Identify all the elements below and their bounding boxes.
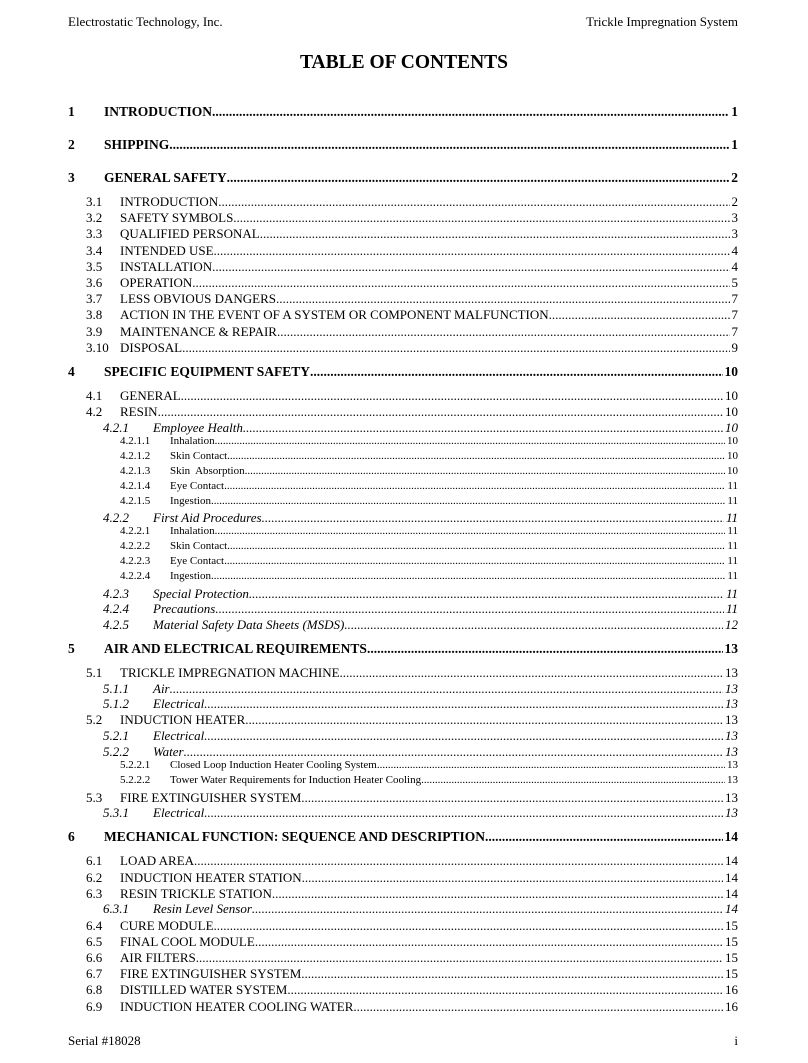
dot-leader (245, 712, 723, 728)
toc-entry-title: INTENDED USE (120, 242, 214, 258)
toc-entry-number: 4.2.2.4 (120, 570, 151, 583)
toc-entry-number: 6.9 (86, 998, 103, 1014)
toc-entry-number: 6 (68, 829, 75, 845)
toc-entry-title: FIRE EXTINGUISHER SYSTEM (120, 966, 302, 982)
dot-leader (367, 641, 723, 657)
toc-entry-title: TRICKLE IMPREGNATION MACHINE (120, 665, 340, 680)
toc-entry-title: Closed Loop Induction Heater Cooling System (170, 758, 377, 771)
dot-leader (344, 617, 723, 633)
toc-entry-title: Resin Level Sensor (153, 901, 252, 917)
toc-entry-number: 5.1 (86, 665, 103, 680)
dot-leader (224, 480, 725, 492)
toc-entry-number: 5.3.1 (103, 805, 129, 821)
dot-leader (169, 137, 729, 153)
header-system-name: Trickle Impregnation System (586, 14, 738, 29)
toc-entry-page: 11 (727, 570, 738, 583)
dot-leader (215, 601, 724, 617)
toc-entry-number: 6.3.1 (103, 901, 129, 917)
footer-page-number: i (734, 1033, 738, 1048)
toc-entry-page: 15 (725, 950, 738, 965)
toc-entry-page: 13 (725, 712, 738, 728)
toc-entry-number: 6.6 (86, 950, 103, 965)
dot-leader (218, 194, 729, 210)
toc-entry-number: 3.10 (86, 339, 109, 355)
toc-entry-title: Skin Contact (170, 449, 228, 462)
toc-entry-page: 11 (727, 479, 738, 492)
toc-entry-title: DISPOSAL (120, 339, 183, 355)
dot-leader (272, 886, 723, 902)
toc-entry-number: 5.1.2 (103, 696, 129, 712)
toc-entry-page: 10 (725, 404, 738, 419)
toc-entry-page: 11 (727, 555, 738, 568)
dot-leader (227, 170, 730, 186)
toc-entry-page: 10 (724, 363, 738, 379)
toc-entry-page: 1 (731, 104, 738, 119)
footer-serial: Serial #18028 (68, 1033, 141, 1048)
dot-leader (549, 307, 730, 323)
dot-leader (204, 696, 723, 712)
toc-entry-title: Ingestion (170, 570, 211, 583)
toc-entry-title: INTRODUCTION (104, 104, 213, 119)
toc-entry-title: Material Safety Data Sheets (MSDS) (153, 617, 345, 632)
toc-entry-page: 14 (724, 829, 738, 845)
toc-entry-title: ACTION IN THE EVENT OF A SYSTEM OR COMPONENT MALFUNCTION (120, 307, 549, 323)
toc-entry-number: 6.4 (86, 917, 103, 933)
toc-entry-number: 4.2.2.3 (120, 555, 151, 568)
toc-entry-title: FINAL COOL MODULE (120, 933, 255, 949)
toc-entry-number: 4.2.1 (103, 419, 129, 435)
toc-entry-title: Electrical (153, 728, 205, 743)
toc-entry-page: 16 (725, 998, 738, 1014)
toc-entry-number: 3.7 (86, 291, 103, 307)
dot-leader (215, 435, 725, 447)
toc-entry-number: 5.2.2 (103, 743, 129, 759)
toc-entry-number: 3.8 (86, 307, 103, 323)
toc-entry-page: 3 (731, 210, 738, 226)
dot-leader (214, 243, 730, 259)
toc-entry-title: LOAD AREA (120, 853, 195, 869)
dot-leader (204, 805, 723, 821)
dot-leader (421, 774, 725, 786)
toc-entry-page: 11 (725, 585, 738, 601)
toc-entry-title: Inhalation (170, 525, 215, 538)
toc-entry-number: 5.3 (86, 789, 103, 805)
dot-leader (158, 404, 723, 420)
toc-entry-title: SHIPPING (104, 137, 170, 152)
toc-entry-title: Tower Water Requirements for Induction Heater Cooling (170, 773, 422, 786)
dot-leader (194, 853, 723, 869)
toc-entry-page: 16 (725, 982, 738, 998)
toc-entry-number: 4.2.4 (103, 601, 129, 617)
toc-entry-number: 4.2.2.2 (120, 540, 151, 553)
toc-entry-page: 13 (725, 743, 738, 759)
toc-entry-title: FIRE EXTINGUISHER SYSTEM (120, 789, 302, 805)
toc-entry-page: 15 (725, 917, 738, 933)
toc-entry-number: 5 (68, 641, 75, 656)
dot-leader (377, 759, 725, 771)
toc-entry-title: INSTALLATION (120, 258, 213, 274)
toc-entry-page: 1 (731, 137, 738, 152)
dot-leader (215, 525, 726, 537)
toc-entry-number: 3.5 (86, 258, 103, 274)
toc-entry-title: SPECIFIC EQUIPMENT SAFETY (104, 363, 311, 379)
toc-entry-number: 3.2 (86, 210, 103, 226)
dot-leader (212, 104, 729, 120)
dot-leader (224, 555, 725, 567)
toc-entry-number: 4.2.1.2 (120, 449, 151, 462)
toc-entry-title: INDUCTION HEATER (120, 712, 246, 728)
toc-entry-page: 10 (725, 419, 738, 435)
toc-entry-page: 13 (724, 641, 738, 656)
toc-entry-title: Skin Absorption (170, 464, 245, 477)
toc-entry-page: 5 (731, 275, 738, 290)
toc-entry-page: 11 (727, 525, 738, 538)
toc-entry-page: 2 (731, 194, 738, 209)
toc-entry-number: 6.7 (86, 966, 103, 982)
toc-entry-title: Water (153, 743, 184, 759)
toc-entry-number: 4.2.2 (103, 510, 129, 526)
toc-entry-page: 7 (731, 323, 738, 339)
toc-entry-number: 4.2.2.1 (120, 525, 151, 538)
toc-entry-number: 5.1.1 (103, 680, 129, 696)
toc-entry-number: 5.2.2.1 (120, 758, 151, 771)
toc-entry-number: 6.8 (86, 982, 103, 998)
toc-entry-title: Eye Contact (170, 479, 225, 492)
toc-entry-page: 7 (731, 291, 738, 307)
dot-leader (204, 728, 723, 744)
dot-leader (182, 340, 729, 356)
toc-entry-title: First Aid Procedures (153, 510, 262, 526)
toc-entry-page: 14 (725, 853, 738, 869)
toc-entry-page: 11 (725, 601, 738, 617)
toc-entry-number: 4 (68, 363, 75, 379)
toc-entry-number: 3.9 (86, 323, 103, 339)
toc-entry-number: 4.2.1.3 (120, 464, 151, 477)
dot-leader (211, 495, 725, 507)
toc-entry-page: 13 (725, 789, 738, 805)
header-company: Electrostatic Technology, Inc. (68, 14, 223, 29)
toc-entry-title: Electrical (153, 805, 205, 821)
toc-entry-number: 3.6 (86, 275, 103, 290)
toc-entry-page: 10 (725, 387, 738, 403)
toc-entry-title: CURE MODULE (120, 917, 214, 933)
toc-entry-number: 4.2 (86, 404, 103, 419)
toc-entry-number: 3.4 (86, 242, 103, 258)
dot-leader (233, 210, 729, 226)
toc-entry-title: INDUCTION HEATER COOLING WATER (120, 998, 354, 1014)
toc-entry-number: 4.2.1.1 (120, 434, 151, 447)
toc-entry-title: GENERAL SAFETY (104, 170, 227, 185)
dot-leader (170, 681, 723, 697)
dot-leader (252, 901, 723, 917)
toc-entry-title: RESIN TRICKLE STATION (120, 885, 272, 901)
toc-entry-title: Electrical (153, 696, 205, 712)
toc-entry-page: 13 (727, 758, 738, 771)
dot-leader (262, 510, 724, 526)
dot-leader (211, 570, 725, 582)
toc-entry-title: Employee Health (153, 419, 243, 435)
toc-entry-number: 5.2.1 (103, 728, 129, 743)
dot-leader (310, 364, 722, 380)
toc-entry-number: 5.2.2.2 (120, 773, 151, 786)
toc-entry-number: 3.1 (86, 194, 103, 209)
dot-leader (260, 226, 730, 242)
toc-entry-page: 15 (725, 933, 738, 949)
toc-entry-page: 13 (725, 805, 738, 821)
toc-entry-page: 4 (731, 258, 738, 274)
dot-leader (196, 950, 723, 966)
toc-entry-number: 6.1 (86, 853, 103, 869)
toc-entry-page: 13 (725, 680, 738, 696)
toc-entry-page: 13 (725, 696, 738, 712)
toc-entry-title: DISTILLED WATER SYSTEM (120, 982, 288, 998)
toc-entry-page: 13 (725, 665, 738, 680)
toc-entry-page: 2 (731, 170, 738, 185)
toc-entry-title: Special Protection (153, 585, 249, 601)
toc-entry-title: LESS OBVIOUS DANGERS (120, 291, 277, 307)
toc-entry-title: MAINTENANCE & REPAIR (120, 323, 277, 339)
dot-leader (277, 324, 730, 340)
toc-entry-number: 3.3 (86, 226, 103, 242)
dot-leader (181, 388, 723, 404)
toc-entry-title: GENERAL (120, 387, 181, 403)
toc-entry-title: INDUCTION HEATER STATION (120, 869, 302, 885)
toc-entry-page: 13 (725, 728, 738, 743)
toc-entry-page: 14 (725, 885, 738, 901)
toc-entry-page: 3 (731, 226, 738, 242)
toc-entry-title: MECHANICAL FUNCTION: SEQUENCE AND DESCRIPTION (104, 829, 486, 845)
toc-entry-title: Precautions (153, 601, 216, 617)
toc-entry-number: 4.2.3 (103, 585, 129, 601)
toc-entry-title: OPERATION (120, 275, 193, 290)
dot-leader (485, 829, 722, 845)
toc-entry-title: AIR FILTERS (120, 950, 196, 965)
page-title: TABLE OF CONTENTS (299, 52, 509, 73)
dot-leader (301, 966, 723, 982)
dot-leader (301, 790, 723, 806)
dot-leader (245, 465, 725, 477)
toc-entry-title: INTRODUCTION (120, 194, 219, 209)
dot-leader (255, 934, 723, 950)
toc-entry-number: 4.1 (86, 387, 103, 403)
toc-entry-title: AIR AND ELECTRICAL REQUIREMENTS (104, 641, 367, 656)
toc-entry-title: RESIN (120, 404, 158, 419)
toc-entry-page: 11 (727, 494, 738, 507)
dot-leader (192, 275, 729, 291)
toc-entry-title: Skin Contact (170, 540, 228, 553)
toc-entry-number: 6.2 (86, 869, 103, 885)
dot-leader (302, 870, 723, 886)
toc-entry-page: 13 (727, 773, 738, 786)
dot-leader (184, 744, 723, 760)
toc-entry-page: 7 (731, 307, 738, 323)
toc-entry-number: 6.5 (86, 933, 103, 949)
toc-entry-number: 4.2.5 (103, 617, 129, 632)
toc-entry-number: 1 (68, 104, 75, 119)
toc-entry-title: Air (153, 680, 170, 696)
dot-leader (227, 450, 725, 462)
toc-entry-title: Ingestion (170, 494, 211, 507)
toc-entry-page: 15 (725, 966, 738, 982)
toc-entry-page: 14 (725, 901, 738, 917)
dot-leader (227, 540, 725, 552)
dot-leader (214, 918, 723, 934)
dot-leader (287, 982, 723, 998)
toc-entry-number: 3 (68, 170, 75, 185)
toc-entry-page: 10 (727, 464, 738, 477)
toc-entry-page: 10 (727, 434, 738, 447)
toc-entry-title: Eye Contact (170, 555, 225, 568)
dot-leader (353, 999, 723, 1015)
dot-leader (212, 259, 729, 275)
toc-entry-title: SAFETY SYMBOLS (120, 210, 234, 226)
toc-entry-page: 9 (731, 339, 738, 355)
dot-leader (340, 665, 723, 681)
toc-entry-number: 5.2 (86, 712, 103, 728)
toc-entry-title: Inhalation (170, 434, 215, 447)
toc-entry-page: 11 (725, 510, 738, 526)
toc-entry-number: 4.2.1.4 (120, 479, 151, 492)
toc-entry-page: 14 (725, 869, 738, 885)
toc-entry-number: 6.3 (86, 885, 103, 901)
dot-leader (276, 291, 729, 307)
toc-entry-page: 11 (727, 540, 738, 553)
dot-leader (249, 586, 724, 602)
toc-entry-number: 2 (68, 137, 75, 152)
toc-entry-title: QUALIFIED PERSONAL (120, 226, 260, 242)
toc-entry-page: 12 (725, 617, 738, 632)
toc-entry-number: 4.2.1.5 (120, 494, 151, 507)
dot-leader (243, 420, 723, 436)
toc-entry-page: 4 (731, 242, 738, 258)
toc-entry-page: 10 (727, 449, 738, 462)
